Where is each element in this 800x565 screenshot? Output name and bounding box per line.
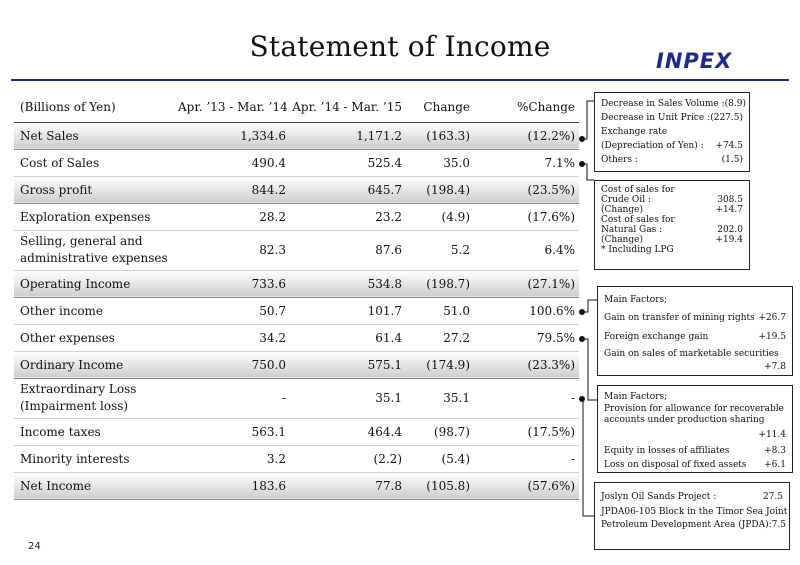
value-fy2014: 645.7 (290, 176, 406, 203)
note-value: (227.5) (710, 113, 743, 123)
note-value: +19.4 (715, 235, 743, 245)
row-label: Minority interests (14, 445, 178, 472)
value-fy2014: 525.4 (290, 149, 406, 176)
value-change: (163.3) (406, 122, 474, 149)
value-pct-change: (23.3%) (474, 351, 579, 378)
value-pct-change: - (474, 445, 579, 472)
value-fy2013: 490.4 (178, 149, 290, 176)
value-change: 51.0 (406, 297, 474, 324)
value-change: (5.4) (406, 445, 474, 472)
note-label: Equity in losses of affiliates (604, 446, 730, 456)
value-fy2013: 183.6 (178, 472, 290, 499)
value-fy2013: 563.1 (178, 418, 290, 445)
value-change: (105.8) (406, 472, 474, 499)
note-label: Decrease in Unit Price : (601, 113, 711, 123)
value-fy2013: 733.6 (178, 270, 290, 297)
note-label: Cost of sales for (601, 185, 675, 195)
value-pct-change: 7.1% (474, 149, 579, 176)
value-fy2014: 101.7 (290, 297, 406, 324)
note-label: Loss on disposal of fixed assets (604, 460, 747, 470)
note-label: (Change) (601, 205, 643, 215)
value-fy2014: 575.1 (290, 351, 406, 378)
note-label: * Including LPG (601, 245, 674, 255)
row-label: Net Income (14, 472, 178, 499)
note-value: +26.7 (758, 313, 786, 323)
value-pct-change: (27.1%) (474, 270, 579, 297)
value-change: 35.0 (406, 149, 474, 176)
value-fy2014: 23.2 (290, 203, 406, 230)
connector-other-income (583, 300, 597, 312)
note-value: +8.3 (764, 446, 786, 456)
connector-dot (579, 396, 585, 402)
note-label: Petroleum Development Area (JPDA): (601, 520, 772, 530)
note-label: Provision for allowance for recoverable (604, 404, 784, 414)
value-fy2013: 82.3 (178, 230, 290, 270)
connector-dot (579, 309, 585, 315)
company-logo: INPEX (656, 49, 733, 73)
row-label: Other expenses (14, 324, 178, 351)
header-units: (Billions of Yen) (20, 99, 116, 114)
note-label: Gain on sales of marketable securities (604, 349, 779, 359)
note-label: Exchange rate (601, 127, 668, 137)
value-pct-change: (12.2%) (474, 122, 579, 149)
value-fy2013: 750.0 (178, 351, 290, 378)
value-change: (198.7) (406, 270, 474, 297)
note-label: Foreign exchange gain (604, 332, 709, 342)
value-fy2014: 77.8 (290, 472, 406, 499)
note-value: +74.5 (715, 141, 743, 151)
note-label: accounts under production sharing (604, 415, 765, 425)
row-label: Ordinary Income (14, 351, 178, 378)
note-value: 27.5 (762, 492, 783, 502)
note-label: (Change) (601, 235, 643, 245)
value-fy2013: 1,334.6 (178, 122, 290, 149)
row-label: Extraordinary Loss (Impairment loss) (14, 378, 178, 418)
row-label: Exploration expenses (14, 203, 178, 230)
value-pct-change: - (474, 378, 579, 418)
header-fy2014: Apr. ’14 - Mar. ’15 (292, 99, 402, 114)
note-heading: Main Factors; (604, 295, 668, 305)
note-label: Natural Gas : (601, 225, 663, 235)
value-change: (98.7) (406, 418, 474, 445)
connector-cost-of-sales (583, 164, 594, 180)
connector-net-sales (583, 101, 594, 139)
value-change: 35.1 (406, 378, 474, 418)
note-value: (8.9) (724, 99, 746, 109)
value-fy2014: 87.6 (290, 230, 406, 270)
row-label: Other income (14, 297, 178, 324)
note-value: 202.0 (717, 225, 743, 235)
value-pct-change: 79.5% (474, 324, 579, 351)
note-label: Gain on transfer of mining rights (604, 313, 755, 323)
value-pct-change: (57.6%) (474, 472, 579, 499)
note-heading: Main Factors; (604, 392, 668, 402)
connector-dot (579, 336, 585, 342)
value-fy2014: 1,171.2 (290, 122, 406, 149)
value-fy2013: 844.2 (178, 176, 290, 203)
value-fy2013: 3.2 (178, 445, 290, 472)
note-value: +19.5 (758, 332, 786, 342)
value-change: 27.2 (406, 324, 474, 351)
header-pct-change: %Change (517, 99, 575, 114)
value-change: 5.2 (406, 230, 474, 270)
value-pct-change: (23.5%) (474, 176, 579, 203)
page-number: 24 (28, 541, 41, 552)
note-label: Cost of sales for (601, 215, 675, 225)
value-fy2014: 534.8 (290, 270, 406, 297)
connector-dot (579, 136, 585, 142)
note-label: Decrease in Sales Volume : (601, 99, 725, 109)
row-label: Selling, general and administrative expenses (14, 230, 178, 270)
value-fy2014: 464.4 (290, 418, 406, 445)
value-fy2014: (2.2) (290, 445, 406, 472)
value-pct-change: (17.6%) (474, 203, 579, 230)
note-value: 7.5 (771, 520, 786, 530)
header-fy2013: Apr. ’13 - Mar. ’14 (178, 99, 288, 114)
row-label: Income taxes (14, 418, 178, 445)
note-label: Crude Oil : (601, 195, 651, 205)
note-value: +6.1 (764, 460, 786, 470)
header-change: Change (423, 99, 470, 114)
row-label: Net Sales (14, 122, 178, 149)
note-label: Joslyn Oil Sands Project : (601, 492, 717, 502)
connector-extraordinary (583, 399, 594, 516)
value-pct-change: 100.6% (474, 297, 579, 324)
note-label: Others : (601, 155, 638, 165)
note-value: +14.7 (715, 205, 743, 215)
note-value: (1.5) (721, 155, 743, 165)
value-change: (174.9) (406, 351, 474, 378)
row-label: Gross profit (14, 176, 178, 203)
row-label: Operating Income (14, 270, 178, 297)
value-change: (4.9) (406, 203, 474, 230)
value-change: (198.4) (406, 176, 474, 203)
note-value: 308.5 (717, 195, 743, 205)
value-pct-change: 6.4% (474, 230, 579, 270)
connector-dot (579, 161, 585, 167)
value-pct-change: (17.5%) (474, 418, 579, 445)
value-fy2013: - (178, 378, 290, 418)
page-title: Statement of Income (249, 30, 551, 63)
note-value: +7.8 (764, 362, 786, 372)
value-fy2014: 61.4 (290, 324, 406, 351)
value-fy2014: 35.1 (290, 378, 406, 418)
value-fy2013: 50.7 (178, 297, 290, 324)
value-fy2013: 28.2 (178, 203, 290, 230)
note-label: JPDA06-105 Block in the Timor Sea Joint (601, 507, 788, 517)
value-fy2013: 34.2 (178, 324, 290, 351)
note-value: +11.4 (758, 430, 786, 440)
row-label: Cost of Sales (14, 149, 178, 176)
connector-other-expenses (583, 339, 597, 400)
note-label: (Depreciation of Yen) : (601, 141, 704, 151)
